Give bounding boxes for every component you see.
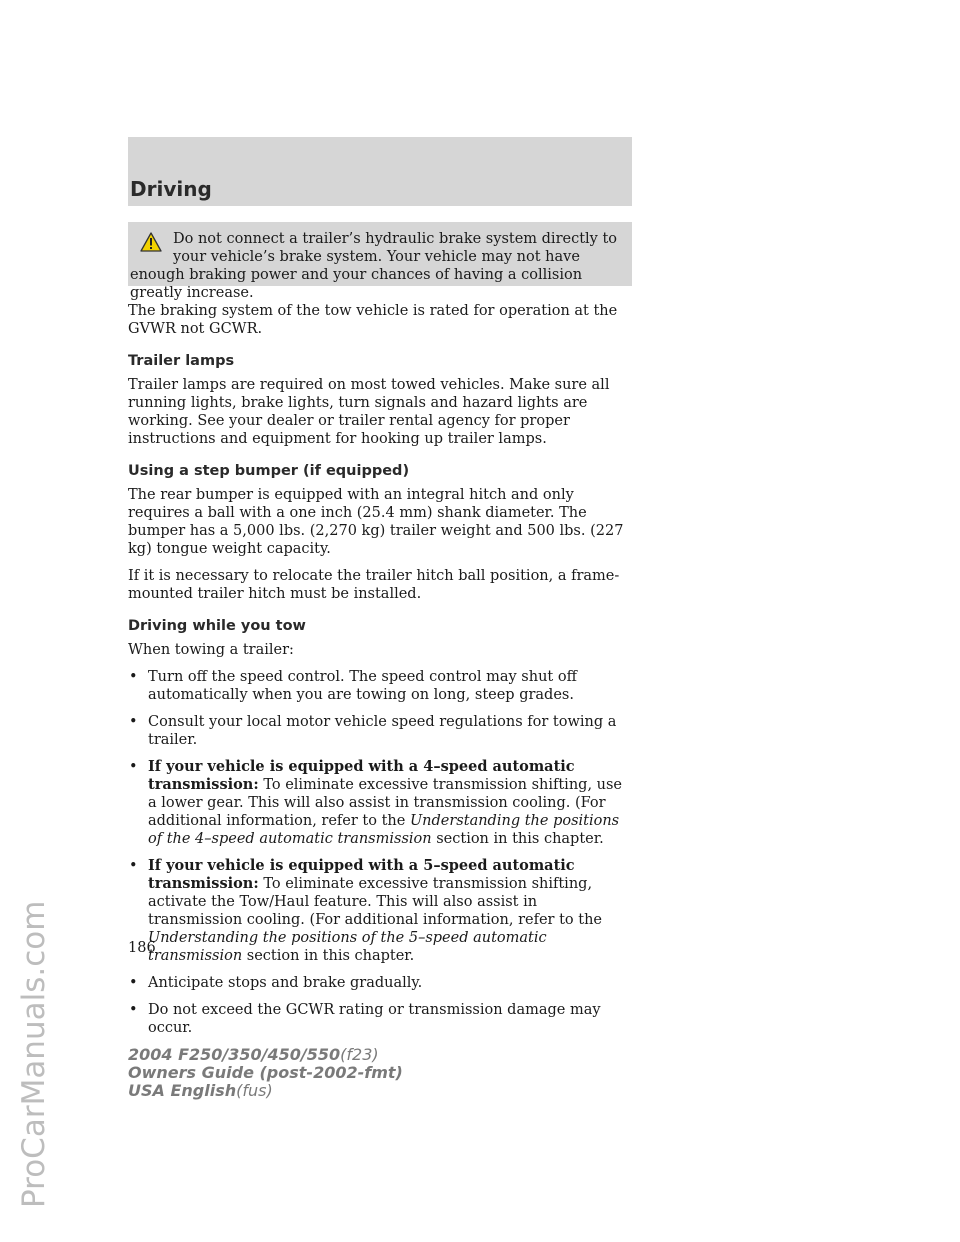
bullet-glyph: • bbox=[129, 759, 138, 775]
footer-language: USA English bbox=[128, 1081, 237, 1100]
list-item bbox=[128, 857, 632, 965]
list-item-text: To eliminate excessive transmission shifting, use a lower gear. This will also assist in transmission cooling. (For additional information, refer to the bbox=[148, 777, 623, 829]
step-bumper-body-2: If it is necessary to relocate the trailer hitch ball position, a frame-mounted trailer hitch must be installed. bbox=[128, 568, 620, 602]
list-item-text: To eliminate excessive transmission shifting, activate the Tow/Haul feature. This will also assist in transmission cooling. (For additional information, refer to the bbox=[148, 876, 602, 928]
list-item-text: Consult your local motor vehicle speed regulations for towing a trailer. bbox=[148, 714, 617, 748]
list-item-italic-ref: Understanding the positions of the 5–speed automatic transmission bbox=[148, 930, 547, 964]
footer-model-code: (f23) bbox=[340, 1045, 379, 1064]
list-item-text: Do not exceed the GCWR rating or transmission damage may occur. bbox=[148, 1002, 601, 1036]
footer-model: 2004 F250/350/450/550 bbox=[128, 1045, 341, 1064]
step-bumper-body-1: The rear bumper is equipped with an integral hitch and only requires a ball with a one inch (25.4 mm) shank diameter. The bumper has a 5,000 lbs. (2,270 kg) trailer weight and 500 lbs. (227 kg) tongue weight capacity. bbox=[128, 487, 624, 557]
warning-text: Do not connect a trailer’s hydraulic brake system directly to your vehicle’s brake system. Your vehicle may not have enough braking power and your chances of having a collision greatly increase. bbox=[130, 231, 618, 301]
intro-paragraph: The braking system of the tow vehicle is rated for operation at the GVWR not GCWR. bbox=[128, 303, 618, 337]
step-bumper-heading: Using a step bumper (if equipped) bbox=[128, 463, 410, 479]
footer-line-1 bbox=[128, 1046, 403, 1064]
footer-line-3 bbox=[128, 1082, 403, 1100]
list-item bbox=[128, 758, 632, 848]
bullet-glyph: • bbox=[129, 1002, 138, 1018]
list-item bbox=[128, 974, 632, 992]
list-item bbox=[128, 1001, 632, 1037]
watermark bbox=[4, 512, 52, 1212]
list-item bbox=[128, 668, 632, 704]
list-item-bold-lead: If your vehicle is equipped with a 5–speed automatic transmission: bbox=[148, 857, 575, 892]
section-header bbox=[128, 137, 632, 206]
towing-tips-list bbox=[128, 668, 632, 1037]
trailer-lamps-heading: Trailer lamps bbox=[128, 353, 235, 369]
bullet-glyph: • bbox=[129, 858, 138, 874]
list-item-text: Anticipate stops and brake gradually. bbox=[148, 975, 423, 991]
bullet-glyph: • bbox=[129, 669, 138, 685]
page-number: 186 bbox=[128, 940, 156, 956]
watermark-text: ProCarManuals.com bbox=[16, 900, 52, 1208]
document-footer bbox=[128, 1046, 403, 1100]
section-title: Driving bbox=[130, 177, 212, 201]
list-item-bold-lead: If your vehicle is equipped with a 4–speed automatic transmission: bbox=[148, 758, 575, 793]
driving-tow-intro: When towing a trailer: bbox=[128, 642, 294, 658]
trailer-lamps-body: Trailer lamps are required on most towed vehicles. Make sure all running lights, brake lights, turn signals and hazard lights are working. See your dealer or trailer rental agency for proper instructions and equipment for hooking up trailer lamps. bbox=[128, 377, 610, 447]
list-item-tail: section in this chapter. bbox=[436, 831, 604, 847]
list-item-tail: section in this chapter. bbox=[246, 948, 415, 964]
footer-line-2: Owners Guide (post-2002-fmt) bbox=[128, 1063, 403, 1082]
bullet-glyph: • bbox=[129, 714, 138, 730]
list-item bbox=[128, 713, 632, 749]
driving-tow-heading: Driving while you tow bbox=[128, 618, 306, 634]
list-item-text: Turn off the speed control. The speed control may shut off automatically when you are towing on long, steep grades. bbox=[148, 669, 577, 703]
bullet-glyph: • bbox=[129, 975, 138, 991]
footer-language-code: (fus) bbox=[236, 1081, 273, 1100]
warning-box bbox=[128, 222, 632, 301]
list-item-italic-ref: Understanding the positions of the 4–speed automatic transmission bbox=[148, 813, 620, 847]
main-content bbox=[128, 302, 632, 1046]
